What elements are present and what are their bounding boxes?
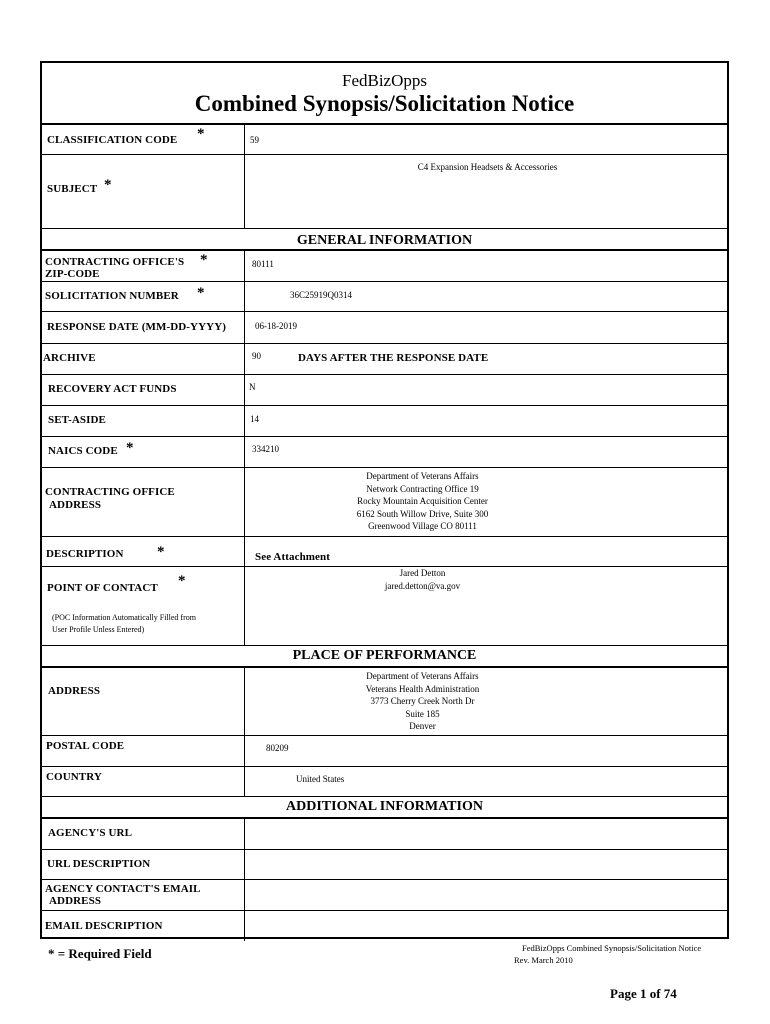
postal-code-label: POSTAL CODE (46, 740, 125, 752)
agency-email-label-line1: AGENCY CONTACT'S EMAIL (45, 883, 201, 895)
agency-email-label-line2: ADDRESS (49, 895, 102, 907)
archive-suffix: DAYS AFTER THE RESPONSE DATE (298, 352, 489, 364)
agency-url-label: AGENCY'S URL (48, 827, 133, 839)
office-address-value[interactable] (244, 470, 601, 533)
subject-value[interactable]: C4 Expansion Headsets & Accessories (417, 162, 558, 172)
classification-code-value[interactable]: 59 (250, 135, 259, 145)
divider (42, 343, 727, 344)
country-value[interactable]: United States (296, 774, 345, 784)
place-address-label: ADDRESS (48, 685, 101, 697)
divider (42, 817, 727, 819)
divider (42, 311, 727, 312)
address-line: Denver (409, 721, 436, 731)
address-line: Department of Veterans Affairs (366, 471, 479, 481)
poc-value[interactable] (244, 567, 601, 592)
divider (42, 228, 727, 229)
response-date-label: RESPONSE DATE (MM-DD-YYYY) (47, 321, 226, 333)
divider (42, 374, 727, 375)
form-name: FedBizOpps Combined Synopsis/Solicitation Notice (522, 943, 702, 953)
response-date-value[interactable]: 06-18-2019 (255, 321, 297, 331)
divider (42, 249, 727, 251)
divider (42, 467, 727, 468)
postal-code-value[interactable]: 80209 (266, 743, 289, 753)
revision-date: Rev. March 2010 (514, 955, 573, 965)
poc-note-line2: User Profile Unless Entered) (52, 625, 145, 634)
set-aside-value[interactable]: 14 (250, 414, 259, 424)
office-address-label-line1: CONTRACTING OFFICE (45, 486, 175, 498)
recovery-act-value[interactable]: N (249, 382, 256, 392)
address-line: Rocky Mountain Acquisition Center (357, 496, 488, 506)
email-description-label: EMAIL DESCRIPTION (45, 920, 163, 932)
description-value[interactable]: See Attachment (255, 551, 331, 563)
address-line: Suite 185 (405, 708, 440, 719)
divider (42, 405, 727, 406)
poc-note-line1: (POC Information Automatically Filled from (52, 613, 196, 622)
divider (42, 766, 727, 767)
set-aside-label: SET-ASIDE (48, 414, 106, 426)
archive-label: ARCHIVE (43, 352, 96, 364)
divider (42, 536, 727, 537)
poc-email: jared.detton@va.gov (384, 580, 461, 591)
address-line: Veterans Health Administration (365, 683, 480, 694)
address-line: Network Contracting Office 19 (366, 483, 479, 494)
required-star: * (197, 126, 205, 142)
page-number: Page 1 of 74 (610, 986, 677, 1001)
additional-information-heading: ADDITIONAL INFORMATION (286, 799, 483, 814)
place-address-value[interactable] (244, 670, 601, 733)
naics-code-value[interactable]: 334210 (252, 444, 279, 454)
required-star: * (200, 252, 208, 268)
office-address-label-line2: ADDRESS (49, 499, 102, 511)
required-field-note: * = Required Field (48, 946, 152, 961)
classification-code-label: CLASSIFICATION CODE (47, 134, 178, 146)
address-line: 3773 Cherry Creek North Dr (370, 696, 475, 706)
divider (42, 849, 727, 850)
country-label: COUNTRY (46, 771, 102, 783)
column-divider (244, 817, 245, 941)
point-of-contact-label: POINT OF CONTACT (47, 582, 158, 594)
zip-code-label-line1: CONTRACTING OFFICE'S (45, 256, 185, 268)
place-of-performance-heading: PLACE OF PERFORMANCE (292, 648, 477, 663)
zip-code-label-line2: ZIP-CODE (45, 268, 100, 280)
required-star: * (157, 544, 165, 560)
address-line: Greenwood Village CO 80111 (368, 521, 477, 531)
address-line: Department of Veterans Affairs (366, 671, 479, 681)
form-revision (514, 942, 701, 966)
description-label: DESCRIPTION (46, 548, 124, 560)
poc-name: Jared Detton (399, 568, 446, 578)
required-star: * (197, 285, 205, 301)
site-name: FedBizOpps (342, 71, 427, 90)
column-divider (244, 123, 245, 228)
divider (42, 879, 727, 880)
form-title: Combined Synopsis/Solicitation Notice (194, 91, 575, 116)
solicitation-number-label: SOLICITATION NUMBER (45, 290, 179, 302)
required-star: * (104, 177, 112, 193)
archive-value[interactable]: 90 (252, 351, 261, 361)
address-line: 6162 South Willow Drive, Suite 300 (356, 508, 489, 519)
recovery-act-label: RECOVERY ACT FUNDS (48, 383, 177, 395)
divider (42, 910, 727, 911)
divider (42, 666, 727, 668)
divider (42, 123, 727, 125)
divider (42, 735, 727, 736)
url-description-label: URL DESCRIPTION (47, 858, 151, 870)
divider (42, 645, 727, 646)
general-information-heading: GENERAL INFORMATION (296, 233, 473, 248)
divider (42, 796, 727, 797)
required-star: * (126, 440, 134, 456)
subject-label: SUBJECT (47, 183, 98, 195)
divider (42, 281, 727, 282)
zip-code-value[interactable]: 80111 (252, 259, 274, 269)
solicitation-form (40, 61, 729, 939)
divider (42, 154, 727, 155)
naics-code-label: NAICS CODE (48, 445, 118, 457)
required-star: * (178, 573, 186, 589)
divider (42, 436, 727, 437)
solicitation-number-value[interactable]: 36C25919Q0314 (290, 290, 353, 300)
